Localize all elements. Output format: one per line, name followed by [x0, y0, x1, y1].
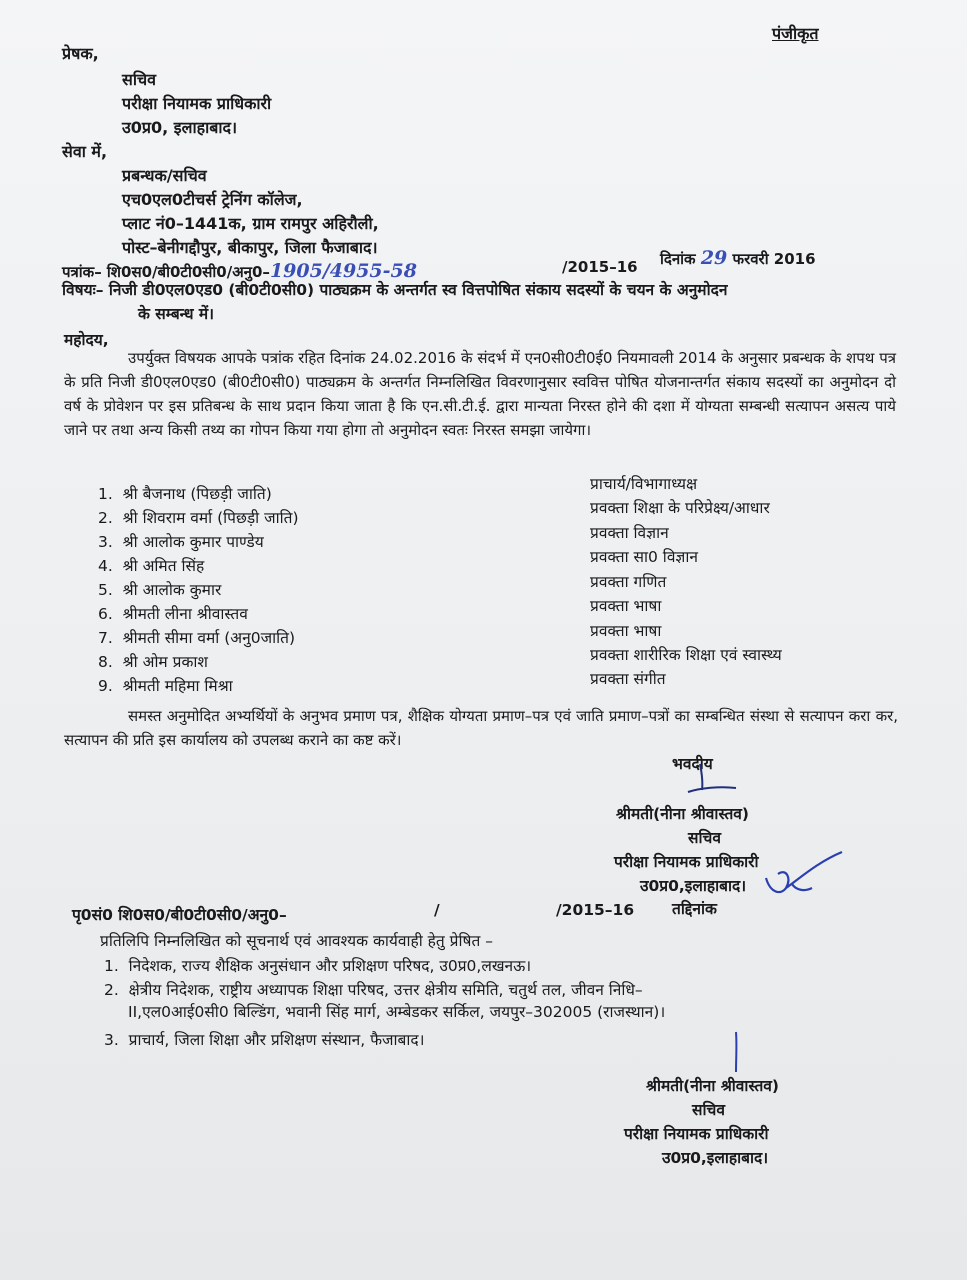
faculty-row-8 [98, 650, 208, 672]
signature2-office: परीक्षा नियामक प्राधिकारी [624, 1125, 769, 1143]
faculty-row-6 [98, 602, 248, 624]
endorsement-ref: पृ0सं0 शि0स0/बी0टी0सी0/अनु0– [72, 906, 287, 924]
signature2-name: श्रीमती(नीना श्रीवास्तव) [646, 1077, 780, 1095]
copy-item-2 [104, 978, 643, 1000]
valediction: भवदीय [672, 755, 713, 773]
signature2-stroke-icon [724, 1030, 748, 1074]
signature2-designation: सचिव [692, 1101, 725, 1119]
copy-item-text: निदेशक, राज्य शैक्षिक अनुसंधान और प्रशिक्षण परिषद, उ0प्र0,लखनऊ। [128, 957, 532, 975]
sender-city: उ0प्र0, इलाहाबाद। [122, 118, 238, 137]
faculty-name: श्रीमती लीना श्रीवास्तव [122, 605, 248, 623]
signature1-office: परीक्षा नियामक प्राधिकारी [614, 853, 759, 871]
faculty-name: श्री अमित सिंह [122, 557, 205, 575]
reference-prefix: पत्रांक– शि0स0/बी0टी0सी0/अनु0– [62, 263, 270, 281]
copy-item-text: प्राचार्य, जिला शिक्षा और प्रशिक्षण संस्थान, फैजाबाद। [128, 1031, 425, 1049]
copy-item-text: क्षेत्रीय निदेशक, राष्ट्रीय अध्यापक शिक्षा परिषद, उत्तर क्षेत्रीय समिति, चतुर्थ तल, जीवन निधि– [128, 981, 643, 999]
endorsement-year: /2015–16 [556, 901, 635, 919]
body-paragraph: उपर्युक्त विषयक आपके पत्रांक रहित दिनांक 24.02.2016 के संदर्भ में एन0सी0टी0ई0 नियमावली 2014 के अनुसार प्रबन्धक के शपथ पत्र के प्रति निजी डी0एल0एड0 (बी0टी0सी0) पाठ्यक्रम के अन्तर्गत निम्नलिखित विवरणानुसार स्ववित्त पोषित योजनान्तर्गत संकाय सदस्यों का अनुमोदन दो वर्ष के प्रोवेशन पर इस प्रतिबन्ध के साथ प्रदान किया जाता है कि एन.सी.टी.ई. द्वारा मान्यता निरस्त होने की दशा में योग्यता सम्बन्धी सत्यापन असत्य पाये जाने पर तथा अन्य किसी तथ्य का गोपन किया गया होगा तो अनुमोदन स्वतः निरस्त समझा जायेगा। [64, 349, 896, 439]
sender-office: परीक्षा नियामक प्राधिकारी [122, 94, 272, 113]
sender-label: प्रेषक, [62, 44, 99, 63]
faculty-num: 7. [98, 629, 113, 647]
signature-scribble-icon [680, 760, 740, 796]
faculty-post-1: प्राचार्य/विभागाध्यक्ष [590, 475, 698, 493]
recipient-label: सेवा में, [62, 142, 108, 161]
signature1-name: श्रीमती(नीना श्रीवास्तव) [616, 805, 750, 823]
faculty-row-7 [98, 626, 295, 648]
subject-line1: विषयः– निजी डी0एल0एड0 (बी0टी0सी0) पाठ्यक्रम के अन्तर्गत स्व वित्तपोषित संकाय सदस्यों के चयन के अनुमोदन [62, 281, 728, 299]
endorsement-intro: प्रतिलिपि निम्नलिखित को सूचनार्थ एवं आवश्यक कार्यवाही हेतु प्रेषित – [100, 932, 493, 950]
faculty-name: श्रीमती महिमा मिश्रा [122, 677, 233, 695]
faculty-num: 4. [98, 557, 113, 575]
faculty-row-1 [98, 482, 272, 504]
faculty-num: 9. [98, 677, 113, 695]
faculty-post-9: प्रवक्ता संगीत [590, 670, 666, 688]
faculty-post-5: प्रवक्ता गणित [590, 573, 667, 591]
faculty-num: 1. [98, 485, 113, 503]
signature-ink-icon [756, 848, 848, 900]
reference-handwritten: 1905/4955-58 [269, 260, 417, 282]
faculty-num: 2. [98, 509, 113, 527]
recipient-designation: प्रबन्धक/सचिव [122, 166, 207, 185]
copy-item-num: 1. [104, 957, 119, 975]
endorsement-slash: / [434, 901, 440, 919]
closing-paragraph: समस्त अनुमोदित अभ्यर्थियों के अनुभव प्रमाण पत्र, शैक्षिक योग्यता प्रमाण–पत्र एवं जाति प्रमाण–पत्रों का सम्बन्धित संस्था से सत्यापन करा कर, सत्यापन की प्रति इस कार्यालय को उपलब्ध कराने का कष्ट करें। [64, 707, 898, 749]
salutation: महोदय, [64, 331, 109, 349]
faculty-row-3 [98, 530, 264, 552]
signature1-designation: सचिव [688, 829, 721, 847]
registered-mark: पंजीकृत [772, 24, 819, 43]
sender-designation: सचिव [122, 70, 157, 89]
faculty-post-4: प्रवक्ता सा0 विज्ञान [590, 548, 698, 566]
subject-line2: के सम्बन्ध में। [138, 305, 215, 323]
copy-item-1 [104, 954, 531, 976]
faculty-post-8: प्रवक्ता शारीरिक शिक्षा एवं स्वास्थ्य [590, 646, 782, 664]
faculty-post-7: प्रवक्ता भाषा [590, 622, 662, 640]
faculty-name: श्री ओम प्रकाश [122, 653, 208, 671]
faculty-name: श्रीमती सीमा वर्मा (अनु0जाति) [122, 629, 295, 647]
date-label: दिनांक [660, 250, 696, 268]
faculty-row-9 [98, 674, 233, 696]
copy-item-3 [104, 1028, 425, 1050]
faculty-row-4 [98, 554, 204, 576]
signature1-city: उ0प्र0,इलाहाबाद। [640, 877, 747, 895]
faculty-num: 3. [98, 533, 113, 551]
faculty-num: 6. [98, 605, 113, 623]
faculty-num: 8. [98, 653, 113, 671]
faculty-name: श्री आलोक कुमार [122, 581, 222, 599]
copy-item-num: 3. [104, 1031, 119, 1049]
faculty-num: 5. [98, 581, 113, 599]
copy-item-num: 2. [104, 981, 119, 999]
faculty-row-5 [98, 578, 221, 600]
recipient-college: एच0एल0टीचर्स ट्रेनिंग कॉलेज, [122, 190, 303, 209]
faculty-name: श्री बैजनाथ (पिछड़ी जाति) [122, 485, 272, 503]
faculty-post-6: प्रवक्ता भाषा [590, 597, 662, 615]
signature2-city: उ0प्र0,इलाहाबाद। [662, 1149, 769, 1167]
faculty-post-2: प्रवक्ता शिक्षा के परिप्रेक्ष्य/आधार [590, 499, 770, 517]
date-rest: फरवरी 2016 [732, 250, 816, 268]
faculty-name: श्री आलोक कुमार पाण्डेय [122, 533, 264, 551]
faculty-name: श्री शिवराम वर्मा (पिछड़ी जाति) [122, 509, 299, 527]
reference-year: /2015–16 [562, 258, 638, 276]
faculty-row-2 [98, 506, 299, 528]
endorsement-date: तद्दिनांक [672, 900, 717, 918]
faculty-post-3: प्रवक्ता विज्ञान [590, 524, 669, 542]
recipient-address-line1: प्लाट नं0–1441क, ग्राम रामपुर अहिरौली, [122, 214, 379, 233]
copy-item-2-line2: II,एल0आई0सी0 बिल्डिंग, भवानी सिंह मार्ग, अम्बेडकर सर्किल, जयपुर–302005 (राजस्थान)। [128, 1003, 666, 1021]
recipient-address-line2: पोस्ट–बेनीगद्दौपुर, बीकापुर, जिला फैजाबाद। [122, 238, 378, 257]
date-handwritten: 29 [700, 247, 728, 269]
reference-date [660, 247, 816, 269]
